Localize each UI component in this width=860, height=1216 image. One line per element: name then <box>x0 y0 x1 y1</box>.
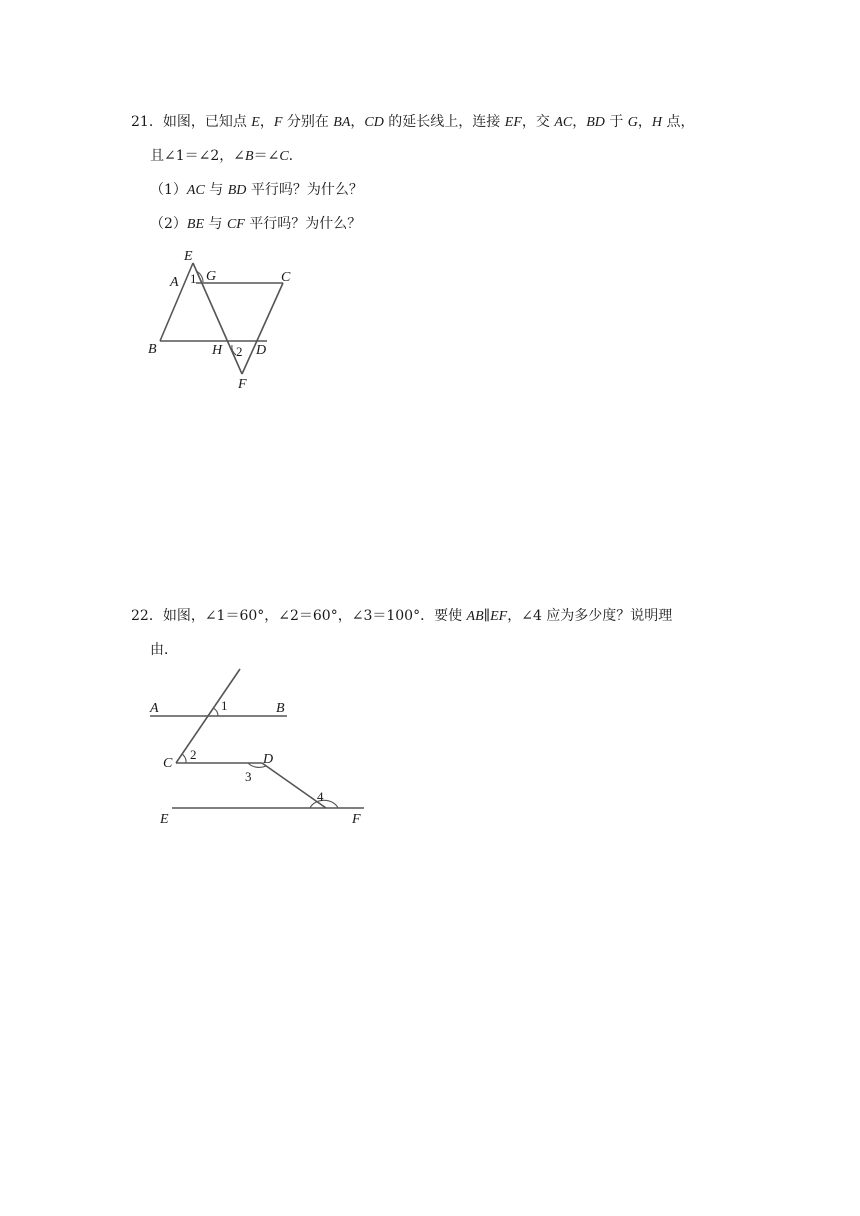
q21-var: F <box>273 115 283 130</box>
angle-3-label: 3 <box>245 769 252 784</box>
q21-text: ， <box>350 114 365 130</box>
label-F: F <box>238 377 247 392</box>
q21-var: CD <box>364 115 384 130</box>
label-D: D <box>256 343 267 358</box>
q21-text: 分别在 <box>282 114 334 130</box>
angle-4-label: 4 <box>317 789 324 804</box>
q22-var: EF <box>490 609 508 624</box>
q21-text: ， <box>259 114 274 130</box>
q21-part-num: （1） <box>150 182 187 198</box>
q21-var: BD <box>586 115 605 130</box>
label-C: C <box>163 756 173 771</box>
q21-text: 与 <box>204 182 228 198</box>
q21-var: EF <box>504 115 522 130</box>
q21-text: . <box>288 148 294 164</box>
q21-text: 与 <box>204 216 227 232</box>
q21-var: E <box>251 115 260 130</box>
q21-var: G <box>627 115 638 130</box>
label-H: H <box>212 343 223 358</box>
label-A: A <box>150 701 159 716</box>
q22-text: 22．如图，∠1＝60°，∠2＝60°，∠3＝100°．要使 <box>131 608 467 624</box>
q21-var: CF <box>226 217 245 232</box>
q22-var: AB <box>466 609 484 624</box>
q21-var: C <box>279 149 289 164</box>
q21-text: 于 <box>604 114 628 130</box>
label-E: E <box>184 249 193 264</box>
angle-2-label: 2 <box>236 344 243 359</box>
q21-text: ＝∠ <box>253 148 280 164</box>
angle-2-arc <box>182 754 186 763</box>
q21-var: H <box>651 115 663 130</box>
q21-text: ，交 <box>521 114 555 130</box>
label-B: B <box>148 342 157 357</box>
q21-text: 且∠1＝∠2，∠ <box>150 148 246 164</box>
q21-var: AC <box>554 115 573 130</box>
q21-var: BE <box>186 217 205 232</box>
q21-var: BA <box>333 115 351 130</box>
label-D: D <box>263 752 274 767</box>
q22-text: ，∠4 应为多少度？说明理 <box>507 608 673 624</box>
angle-1-label: 1 <box>221 698 228 713</box>
q21-text: 平行吗？为什么？ <box>244 216 362 232</box>
q21-var: AC <box>186 183 205 198</box>
angle-1-arc <box>213 708 218 716</box>
q22-line-2: 由． <box>150 642 178 658</box>
q21-var: B <box>245 149 254 164</box>
q21-text: 的延长线上，连接 <box>383 114 505 130</box>
q21-text: 点， <box>662 114 695 130</box>
q21-text: 21．如图，已知点 <box>131 114 252 130</box>
q21-text: ， <box>637 114 652 130</box>
label-B: B <box>276 701 285 716</box>
label-F: F <box>352 812 361 827</box>
angle-1-label: 1 <box>190 271 197 286</box>
q22-parallel-symbol: ∥ <box>483 608 491 624</box>
q21-text: ， <box>572 114 587 130</box>
angle-2-label: 2 <box>190 747 197 762</box>
label-E: E <box>160 812 169 827</box>
label-A: A <box>170 275 179 290</box>
label-G: G <box>206 269 217 284</box>
q21-var: BD <box>227 183 247 198</box>
q21-part-num: （2） <box>150 216 187 232</box>
label-C: C <box>281 270 291 285</box>
q21-text: 平行吗？为什么？ <box>246 182 363 198</box>
